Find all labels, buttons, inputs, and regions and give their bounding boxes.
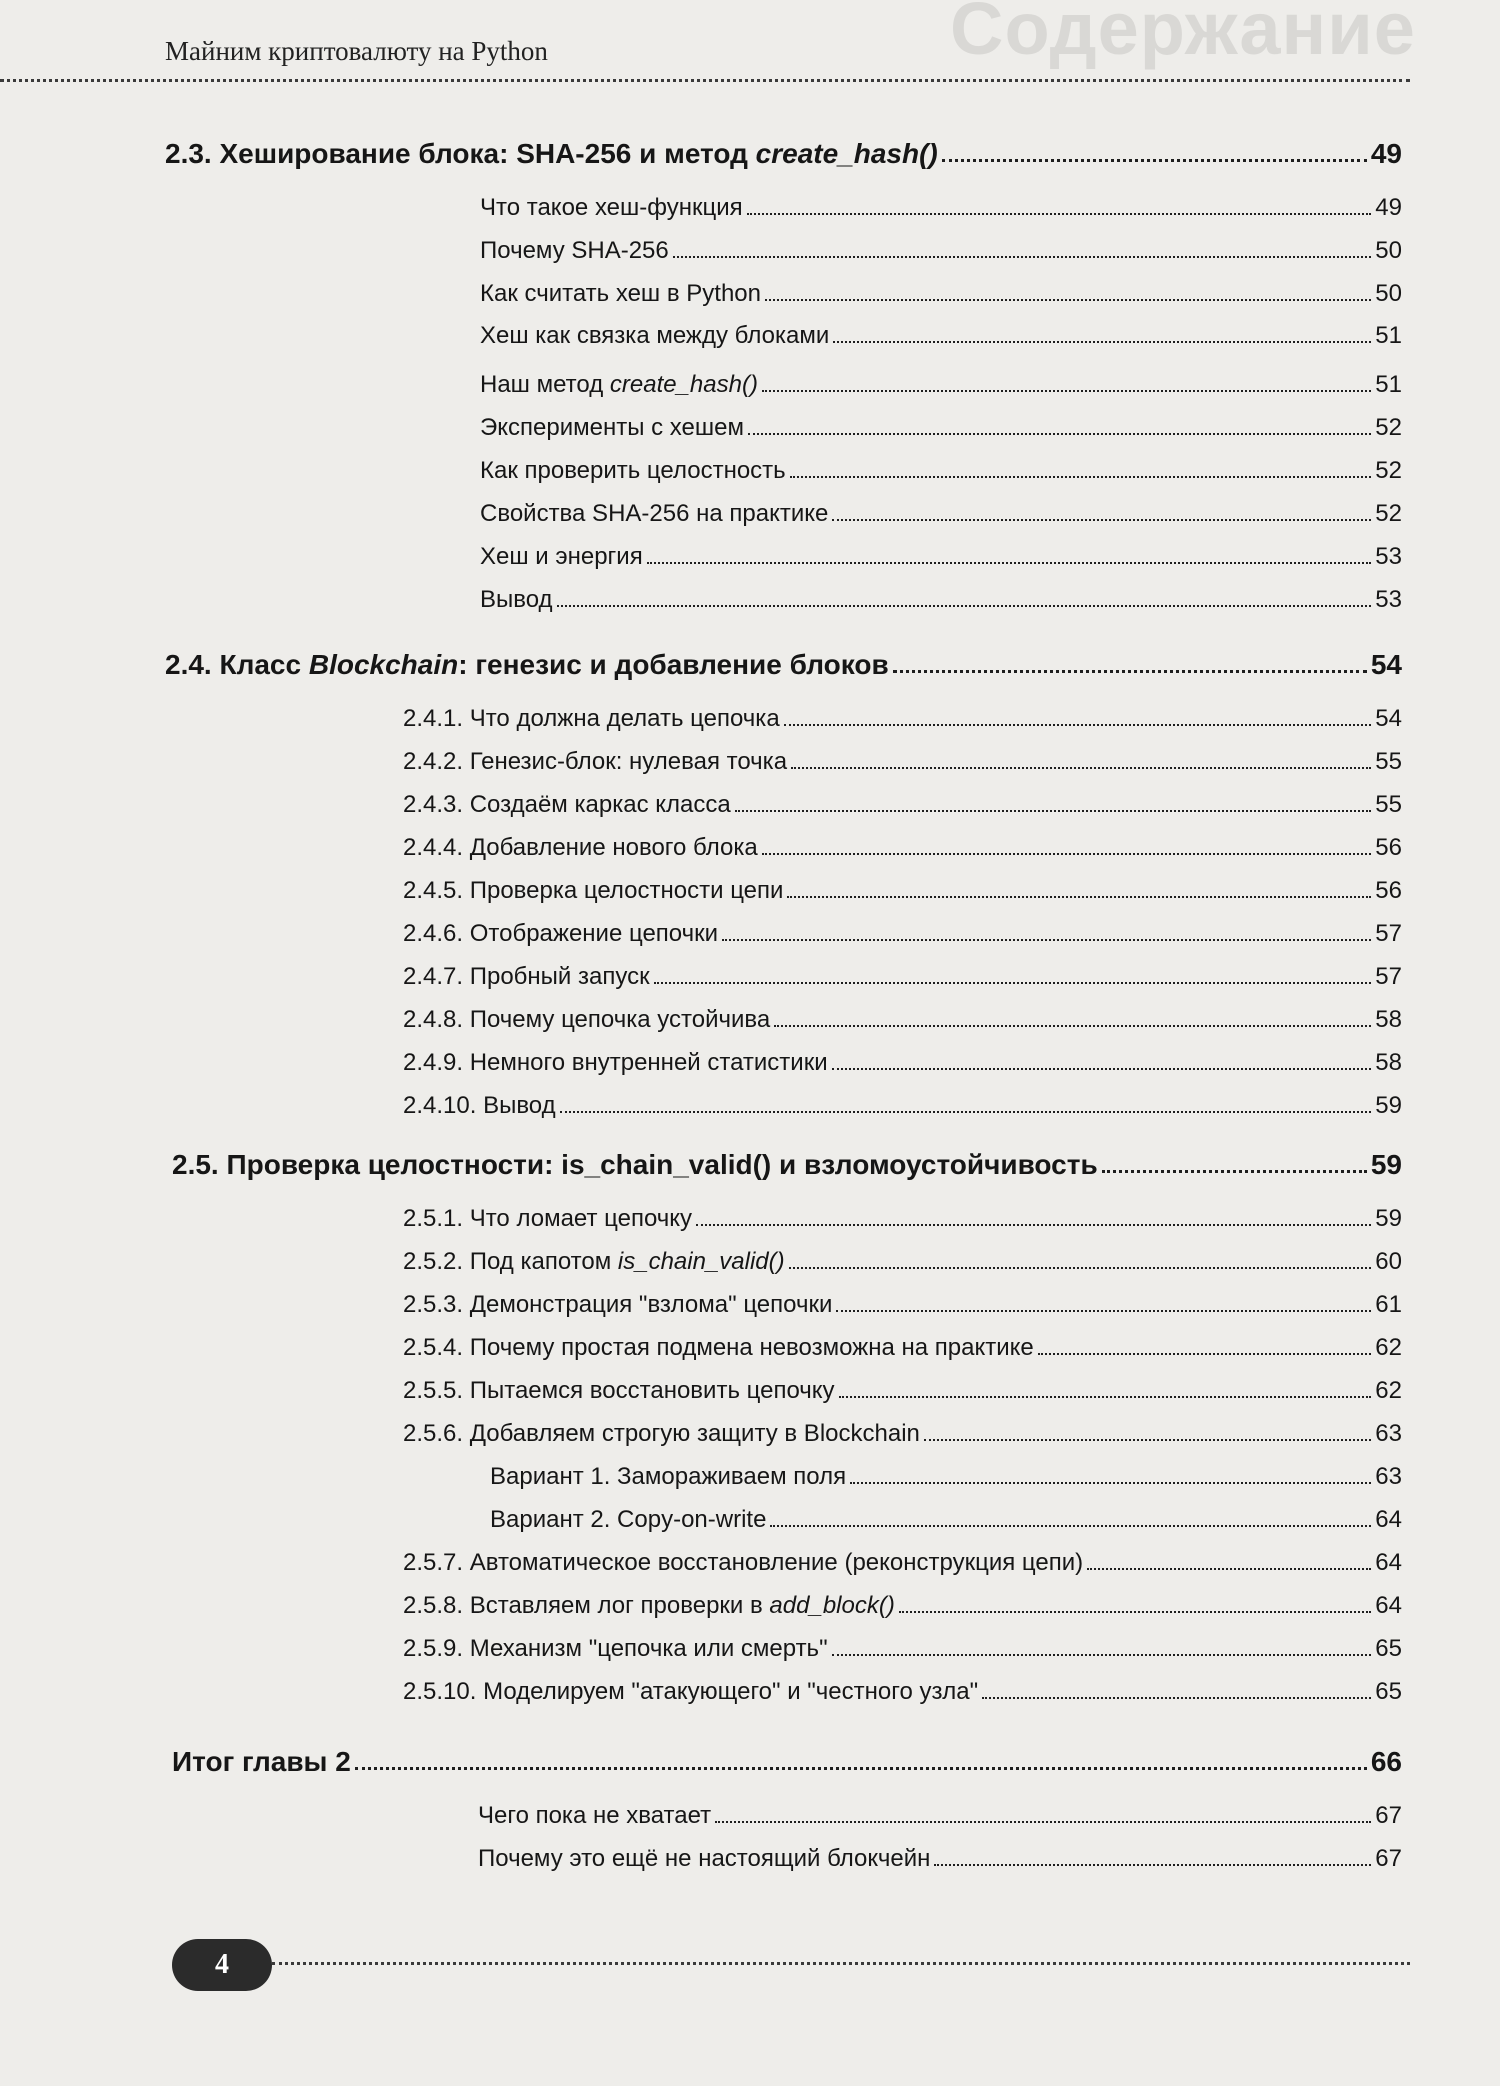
title-text: Вариант 2. Copy-on-write xyxy=(490,1506,767,1533)
title-text: 2.4.9. Немного внутренней статистики xyxy=(403,1049,828,1076)
dot-leader xyxy=(790,476,1372,478)
dot-leader xyxy=(762,390,1371,392)
page-number: 4 xyxy=(215,1949,229,1980)
page-ref: 64 xyxy=(1375,1549,1402,1576)
toc-entry-title xyxy=(480,500,828,528)
toc-entry-title xyxy=(403,963,650,991)
page-ref: 62 xyxy=(1375,1377,1402,1404)
title-text: 2.5. Проверка целостности: is_chain_valid() и взломоустойчивость xyxy=(172,1149,1098,1180)
toc-entry-title xyxy=(403,1678,978,1706)
page-ref: 59 xyxy=(1370,1149,1402,1180)
toc-entry-row xyxy=(403,1041,1402,1077)
toc-entry-row xyxy=(480,492,1402,528)
dot-leader xyxy=(1087,1568,1371,1570)
dot-leader xyxy=(832,519,1371,521)
dot-leader xyxy=(833,341,1371,343)
page-ref: 57 xyxy=(1375,963,1402,990)
dot-leader xyxy=(787,896,1371,898)
dot-leader xyxy=(654,982,1372,984)
page-ref: 57 xyxy=(1375,920,1402,947)
dot-leader xyxy=(557,605,1372,607)
page-ref: 49 xyxy=(1370,138,1402,169)
toc-entry-row xyxy=(480,406,1402,442)
toc-entry-title xyxy=(403,1592,895,1620)
toc-entry-title xyxy=(403,1420,920,1448)
toc-entry-row xyxy=(490,1455,1402,1491)
title-text: 2.5.8. Вставляем лог проверки в xyxy=(403,1592,770,1619)
toc-entry-row xyxy=(403,1412,1402,1448)
title-italic-text: is_chain_valid() xyxy=(617,1248,785,1275)
page-ref: 61 xyxy=(1375,1291,1402,1318)
dot-leader xyxy=(696,1224,1371,1226)
toc-entry-title xyxy=(403,1291,832,1319)
dot-leader xyxy=(560,1111,1372,1113)
toc-entry-title xyxy=(480,194,743,222)
title-text: 2.5.7. Автоматическое восстановление (реконструкция цепи) xyxy=(403,1549,1084,1576)
toc-entry-row xyxy=(403,1627,1402,1663)
page-ref: 56 xyxy=(1375,834,1402,861)
page-number-badge xyxy=(172,1939,272,1991)
title-text: Наш метод xyxy=(480,371,610,398)
dot-leader xyxy=(832,1068,1372,1070)
toc-section-row xyxy=(172,1738,1402,1778)
toc-section-title xyxy=(165,649,889,681)
dot-leader xyxy=(934,1864,1371,1866)
page-ref: 51 xyxy=(1375,322,1402,349)
toc-section-row xyxy=(165,641,1402,681)
toc-entry-title xyxy=(478,1845,930,1873)
toc-entry-title xyxy=(480,371,758,399)
dot-leader xyxy=(722,939,1371,941)
toc-entry-row xyxy=(480,449,1402,485)
dot-leader xyxy=(647,562,1372,564)
toc-entry-row xyxy=(403,1326,1402,1362)
toc-entry-row xyxy=(403,1670,1402,1706)
toc-entry-row xyxy=(403,912,1402,948)
toc-entry-row xyxy=(403,869,1402,905)
dot-leader xyxy=(673,256,1372,258)
dot-leader xyxy=(715,1821,1371,1823)
title-text: Хеш и энергия xyxy=(480,543,643,570)
title-italic-text: Blockchain xyxy=(308,649,459,680)
page-ref: 52 xyxy=(1375,457,1402,484)
title-text: 2.5.1. Что ломает цепочку xyxy=(403,1205,693,1232)
toc-entry-row xyxy=(480,186,1402,222)
title-text: Что такое хеш-функция xyxy=(480,194,743,221)
dot-leader xyxy=(832,1654,1372,1656)
toc-entry-title xyxy=(403,705,780,733)
page-ref: 58 xyxy=(1375,1049,1402,1076)
toc-entry-row xyxy=(403,697,1402,733)
page-ref: 52 xyxy=(1375,500,1402,527)
page-ref: 59 xyxy=(1375,1092,1402,1119)
title-text: Почему это ещё не настоящий блокчейн xyxy=(478,1845,931,1872)
page-ref: 64 xyxy=(1375,1506,1402,1533)
page-ref: 55 xyxy=(1375,748,1402,775)
title-text: 2.5.3. Демонстрация "взлома" цепочки xyxy=(403,1291,833,1318)
title-text: 2.4.7. Пробный запуск xyxy=(403,963,650,990)
page-ref: 53 xyxy=(1375,543,1402,570)
title-text: 2.5.5. Пытаемся восстановить цепочку xyxy=(403,1377,835,1404)
dot-leader xyxy=(765,299,1371,301)
toc-section-row xyxy=(172,1141,1402,1181)
page-ref: 63 xyxy=(1375,1463,1402,1490)
title-text: Хеш как связка между блоками xyxy=(480,322,830,349)
footer-dotted-rule xyxy=(272,1962,1410,1965)
toc-entry-row xyxy=(403,1240,1402,1276)
toc-entry-row xyxy=(480,272,1402,308)
page-ref: 60 xyxy=(1375,1248,1402,1275)
toc-entry-row xyxy=(403,1283,1402,1319)
page-ref: 59 xyxy=(1375,1205,1402,1232)
title-text: 2.5.6. Добавляем строгую защиту в Blockchain xyxy=(403,1420,920,1447)
title-italic-text: create_hash() xyxy=(755,138,938,169)
dot-leader xyxy=(762,853,1372,855)
page-ref: 51 xyxy=(1375,371,1402,398)
toc-entry-row xyxy=(403,1541,1402,1577)
page-ref: 53 xyxy=(1375,586,1402,613)
title-text: Чего пока не хватает xyxy=(478,1802,712,1829)
dot-leader xyxy=(850,1482,1371,1484)
toc-section-title xyxy=(165,138,938,170)
toc-entry-title xyxy=(480,543,643,571)
title-text: 2.5.10. Моделируем "атакующего" и "честного узла" xyxy=(403,1678,979,1705)
page-ref: 62 xyxy=(1375,1334,1402,1361)
page-ref: 50 xyxy=(1375,237,1402,264)
page-ref: 66 xyxy=(1370,1746,1402,1777)
toc-entry-row xyxy=(480,535,1402,571)
toc-entry-row xyxy=(403,1084,1402,1120)
toc-entry-title xyxy=(403,1635,828,1663)
toc-entry-row xyxy=(403,783,1402,819)
title-text: 2.4.4. Добавление нового блока xyxy=(403,834,758,861)
toc-entry-title xyxy=(403,1549,1083,1577)
title-text: 2.4.1. Что должна делать цепочка xyxy=(403,705,780,732)
dot-leader xyxy=(942,159,1367,162)
bleed-through-title: Содержание xyxy=(950,0,1416,70)
dot-leader xyxy=(839,1396,1372,1398)
toc-entry-title xyxy=(490,1506,766,1534)
toc-entry-title xyxy=(403,920,718,948)
title-text: Почему SHA-256 xyxy=(480,237,669,264)
toc-entry-title xyxy=(480,586,553,614)
title-text: 2.4.8. Почему цепочка устойчива xyxy=(403,1006,771,1033)
dot-leader xyxy=(1038,1353,1372,1355)
toc-entry-row xyxy=(403,1584,1402,1620)
toc-entry-title xyxy=(480,414,744,442)
title-text: 2.4.2. Генезис-блок: нулевая точка xyxy=(403,748,788,775)
title-text: Свойства SHA-256 на практике xyxy=(480,500,829,527)
title-text: Итог главы 2 xyxy=(172,1746,351,1777)
dot-leader xyxy=(899,1611,1371,1613)
title-text: 2.4.6. Отображение цепочки xyxy=(403,920,719,947)
dot-leader xyxy=(1102,1170,1367,1173)
toc-entry-title xyxy=(403,1006,770,1034)
toc-entry-title xyxy=(403,1377,835,1405)
page-ref: 67 xyxy=(1375,1802,1402,1829)
toc-entry-title xyxy=(403,1049,828,1077)
toc-entry-row xyxy=(480,578,1402,614)
page-ref: 52 xyxy=(1375,414,1402,441)
title-text: 2.4.10. Вывод xyxy=(403,1092,556,1119)
toc-entry-title xyxy=(403,1334,1034,1362)
title-trailing-text: : генезис и добавление блоков xyxy=(458,649,889,680)
toc-entry-title xyxy=(480,280,761,308)
dot-leader xyxy=(774,1025,1371,1027)
page-ref: 49 xyxy=(1375,194,1402,221)
toc-entry-row xyxy=(403,998,1402,1034)
toc-entry-row xyxy=(403,740,1402,776)
toc-entry-title xyxy=(490,1463,846,1491)
title-text: 2.5.2. Под капотом xyxy=(403,1248,618,1275)
toc-entry-title xyxy=(403,877,783,905)
title-text: 2.4. Класс xyxy=(165,649,309,680)
toc-entry-row xyxy=(403,1197,1402,1233)
toc-entry-title xyxy=(403,1092,556,1120)
toc-entry-row xyxy=(478,1794,1402,1830)
dot-leader xyxy=(747,213,1372,215)
dot-leader xyxy=(748,433,1371,435)
toc-section-row xyxy=(165,130,1402,170)
toc-entry-row xyxy=(490,1498,1402,1534)
title-text: Эксперименты с хешем xyxy=(480,414,744,441)
title-text: 2.4.3. Создаём каркас класса xyxy=(403,791,731,818)
toc-section-title xyxy=(172,1746,351,1778)
toc-entry-title xyxy=(403,748,787,776)
title-text: Вариант 1. Замораживаем поля xyxy=(490,1463,847,1490)
title-text: 2.4.5. Проверка целостности цепи xyxy=(403,877,784,904)
page-ref: 54 xyxy=(1375,705,1402,732)
page-ref: 54 xyxy=(1370,649,1402,680)
page-ref: 58 xyxy=(1375,1006,1402,1033)
dot-leader xyxy=(893,670,1367,673)
toc-entry-title xyxy=(480,237,669,265)
toc-entry-row xyxy=(480,314,1402,350)
title-text: 2.5.9. Механизм "цепочка или смерть" xyxy=(403,1635,828,1662)
toc-section-title xyxy=(172,1149,1098,1181)
title-text: Как проверить целостность xyxy=(480,457,786,484)
page-ref: 56 xyxy=(1375,877,1402,904)
page-ref: 67 xyxy=(1375,1845,1402,1872)
dot-leader xyxy=(836,1310,1371,1312)
toc-entry-title xyxy=(478,1802,711,1830)
page-ref: 64 xyxy=(1375,1592,1402,1619)
toc-entry-title xyxy=(403,1205,692,1233)
toc-entry-title xyxy=(480,322,829,350)
dot-leader xyxy=(784,724,1372,726)
toc-entry-row xyxy=(478,1837,1402,1873)
title-text: 2.5.4. Почему простая подмена невозможна на практике xyxy=(403,1334,1034,1361)
page-ref: 65 xyxy=(1375,1635,1402,1662)
dot-leader xyxy=(789,1267,1372,1269)
title-text: Вывод xyxy=(480,586,553,613)
page-ref: 63 xyxy=(1375,1420,1402,1447)
toc-entry-title xyxy=(403,834,758,862)
toc-entry-row xyxy=(403,826,1402,862)
dot-leader xyxy=(770,1525,1371,1527)
dot-leader xyxy=(924,1439,1371,1441)
page-ref: 65 xyxy=(1375,1678,1402,1705)
title-text: 2.3. Хеширование блока: SHA-256 и метод xyxy=(165,138,756,169)
title-text: Как считать хеш в Python xyxy=(480,280,761,307)
title-italic-text: create_hash() xyxy=(609,371,758,398)
toc-entry-row xyxy=(480,363,1402,399)
dot-leader xyxy=(791,767,1371,769)
toc-entry-row xyxy=(403,955,1402,991)
toc-entry-title xyxy=(403,791,731,819)
running-header: Майним криптовалюту на Python xyxy=(165,36,548,66)
dot-leader xyxy=(735,810,1372,812)
dot-leader xyxy=(982,1697,1371,1699)
toc-entry-title xyxy=(403,1248,785,1276)
toc-entry-row xyxy=(403,1369,1402,1405)
page-ref: 50 xyxy=(1375,280,1402,307)
title-italic-text: add_block() xyxy=(769,1592,895,1619)
toc-entry-row xyxy=(480,229,1402,265)
page-ref: 55 xyxy=(1375,791,1402,818)
toc-entry-title xyxy=(480,457,786,485)
dot-leader xyxy=(355,1767,1367,1770)
